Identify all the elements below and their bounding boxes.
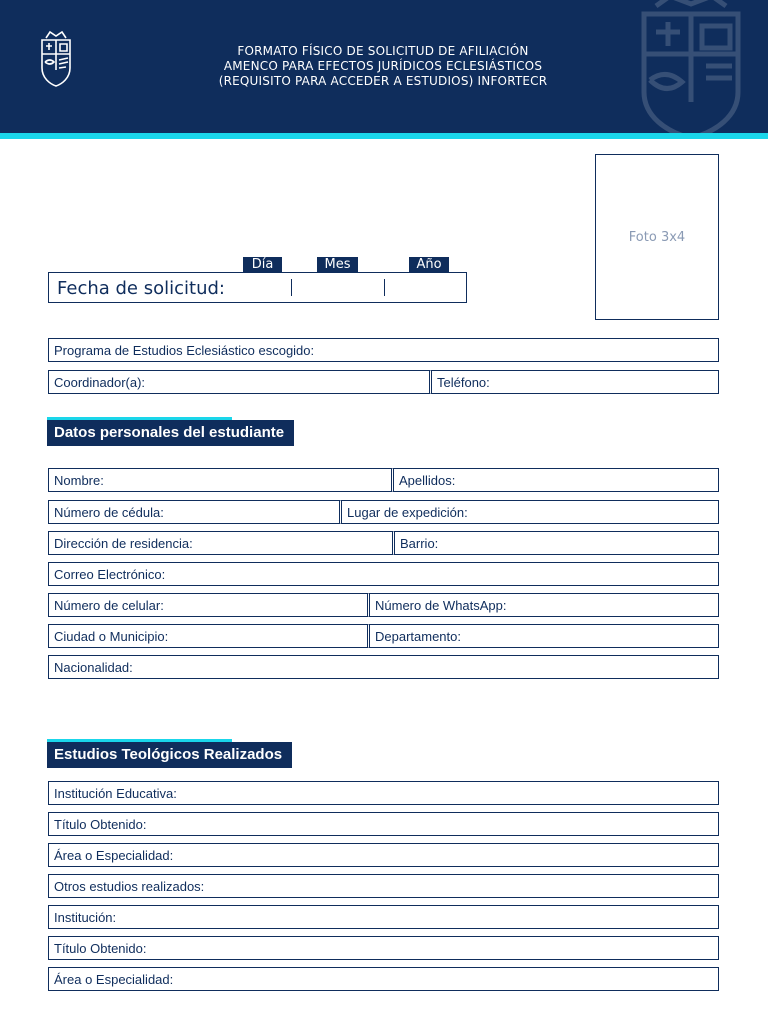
degree-2-label: Título Obtenido:	[54, 941, 147, 956]
department-label: Departamento:	[375, 629, 461, 644]
surnames-field[interactable]	[391, 468, 719, 492]
form-title	[160, 44, 606, 89]
area-2-label: Área o Especialidad:	[54, 972, 174, 987]
nationality-field[interactable]	[48, 655, 719, 679]
surnames-label: Apellidos:	[399, 473, 456, 488]
id-number-field[interactable]	[48, 500, 341, 524]
photo-label: Foto 3x4	[628, 229, 686, 245]
institution-label: Institución Educativa:	[54, 786, 177, 801]
id-number-label: Número de cédula:	[54, 505, 164, 520]
photo-box	[595, 154, 719, 320]
whatsapp-label: Número de WhatsApp:	[375, 598, 507, 613]
program-field[interactable]	[48, 338, 719, 362]
city-label: Ciudad o Municipio:	[54, 629, 169, 644]
request-date-field[interactable]	[48, 272, 467, 303]
city-field[interactable]	[48, 624, 369, 648]
form-title-line-1: FORMATO FÍSICO DE SOLICITUD DE AFILIACIÓN	[237, 44, 529, 58]
coordinator-label: Coordinador(a):	[54, 375, 146, 390]
studies-section-title: Estudios Teológicos Realizados	[47, 742, 292, 768]
watermark-shield-icon	[636, 0, 746, 133]
degree-2-field[interactable]	[48, 936, 719, 960]
issue-place-label: Lugar de expedición:	[347, 505, 468, 520]
phone-field[interactable]	[429, 370, 719, 394]
email-label: Correo Electrónico:	[54, 567, 166, 582]
whatsapp-field[interactable]	[367, 593, 719, 617]
other-studies-field[interactable]	[48, 874, 719, 898]
address-field[interactable]	[48, 531, 394, 555]
nationality-label: Nacionalidad:	[54, 660, 133, 675]
form-title-line-2: AMENCO PARA EFECTOS JURÍDICOS ECLESIÁSTICOS	[223, 59, 543, 73]
area-field[interactable]	[48, 843, 719, 867]
institution-field[interactable]	[48, 781, 719, 805]
department-field[interactable]	[367, 624, 719, 648]
header-banner	[0, 0, 768, 133]
mobile-field[interactable]	[48, 593, 369, 617]
degree-label: Título Obtenido:	[54, 817, 147, 832]
neighborhood-field[interactable]	[392, 531, 719, 555]
mobile-label: Número de celular:	[54, 598, 164, 613]
institution-2-label: Institución:	[54, 910, 117, 925]
year-tag: Año	[409, 257, 449, 273]
institution-2-field[interactable]	[48, 905, 719, 929]
program-label: Programa de Estudios Eclesiástico escogido:	[54, 343, 315, 358]
form-title-line-3: (REQUISITO PARA ACCEDER A ESTUDIOS) INFORTECR	[218, 74, 548, 88]
degree-field[interactable]	[48, 812, 719, 836]
neighborhood-label: Barrio:	[400, 536, 439, 551]
area-2-field[interactable]	[48, 967, 719, 991]
request-date-label: Fecha de solicitud:	[57, 278, 225, 299]
institution-logo-icon	[38, 28, 74, 90]
coordinator-field[interactable]	[48, 370, 431, 394]
name-label: Nombre:	[54, 473, 104, 488]
month-year-divider	[384, 279, 385, 296]
personal-section-title: Datos personales del estudiante	[47, 420, 294, 446]
phone-label: Teléfono:	[437, 375, 490, 390]
email-field[interactable]	[48, 562, 719, 586]
address-label: Dirección de residencia:	[54, 536, 193, 551]
name-field[interactable]	[48, 468, 392, 492]
month-tag: Mes	[317, 257, 358, 273]
day-month-divider	[291, 279, 292, 296]
day-tag: Día	[243, 257, 282, 273]
header-accent-stripe	[0, 133, 768, 139]
other-studies-label: Otros estudios realizados:	[54, 879, 205, 894]
issue-place-field[interactable]	[339, 500, 719, 524]
area-label: Área o Especialidad:	[54, 848, 174, 863]
